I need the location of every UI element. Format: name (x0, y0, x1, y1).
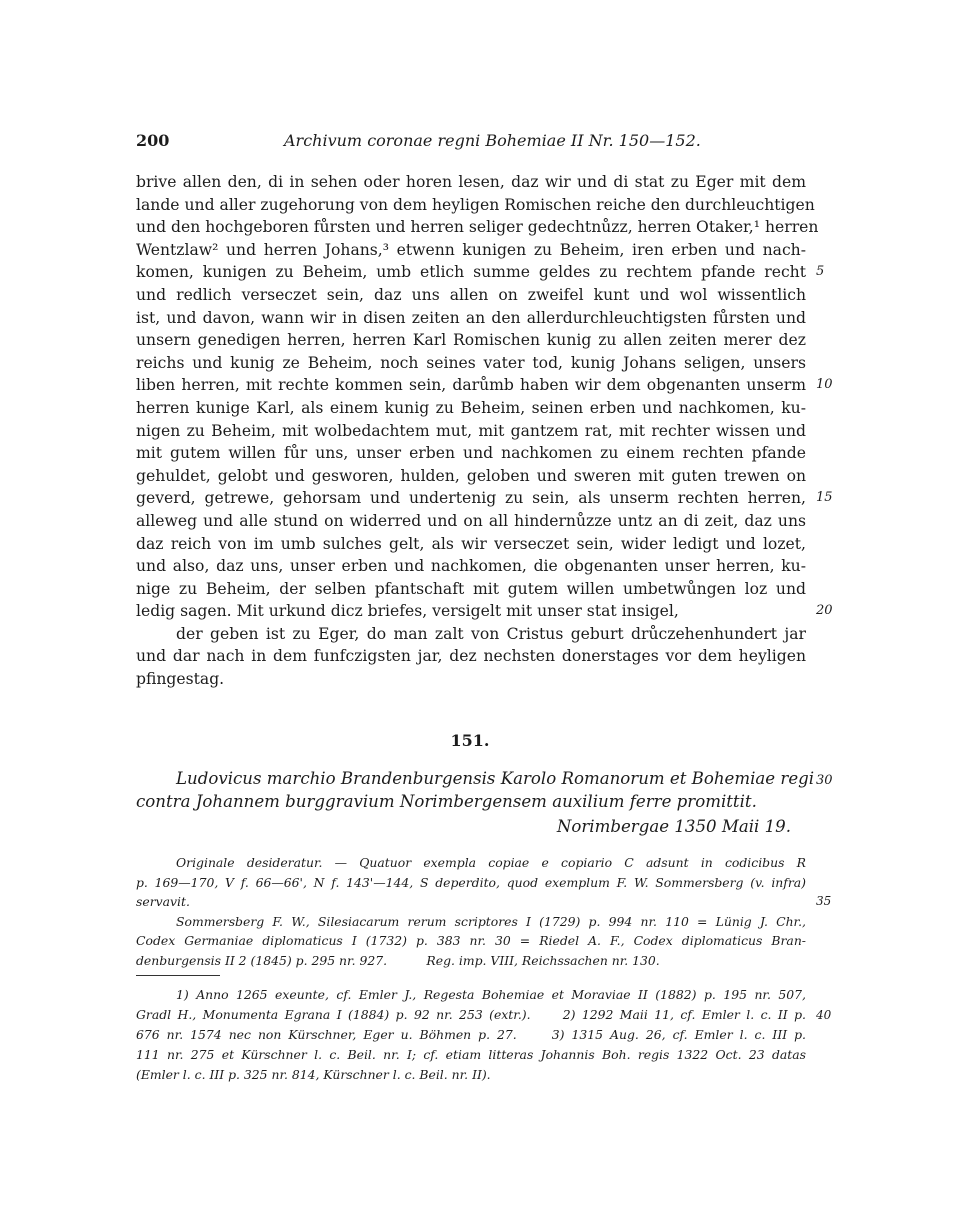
line-text: denburgensis II 2 (1845) p. 295 nr. 927. Reg. imp. VIII, Reichssachen nr. 130. (136, 952, 660, 968)
line-text: Ludovicus marchio Brandenburgensis Karolo Romanorum et Bohemiae regi (176, 769, 815, 788)
footnote-line (136, 1005, 832, 1025)
line-text: (Emler l. c. III p. 325 nr. 814, Kürschner l. c. Beil. nr. II). (136, 1067, 491, 1082)
line-text: alleweg und alle stund on widerred und on all hindernůzze untz an di zeit, daz uns (136, 511, 806, 530)
line-number: 5 (816, 264, 825, 280)
regest-line (136, 767, 833, 790)
line-number: 20 (816, 603, 833, 619)
line-text: und redlich verseczet sein, daz uns allen on zweifel kunt und wol wissentlich (136, 285, 806, 304)
text-line (136, 578, 806, 601)
source-notes (136, 853, 832, 971)
line-text: und also, daz uns, unser erben und nachkomen, die obgenanten unser herren, ku- (136, 557, 806, 576)
page-header (136, 131, 806, 153)
line-text: ist, und davon, wann wir in disen zeiten an den allerdurchleuchtigsten fůrsten und (136, 308, 806, 327)
text-line (136, 374, 833, 397)
line-text: und den hochgeboren fůrsten und herren seliger gedechtnůzz, herren Otaker,¹ herren (136, 218, 819, 237)
line-text: 1) Anno 1265 exeunte, cf. Emler J., Regesta Bohemiae et Moraviae II (1882) p. 195 nr. 507, (176, 987, 806, 1002)
text-line (136, 420, 806, 443)
text-line (136, 442, 806, 465)
line-text: reichs und kunig ze Beheim, noch seines vater tod, kunig Johans seligen, unsers (136, 353, 806, 372)
line-text: komen, kunigen zu Beheim, umb etlich summe geldes zu rechtem pfande recht (136, 263, 806, 282)
line-text: liben herren, mit rechte kommen sein, darůmb haben wir dem obgenanten unserm (136, 376, 806, 395)
line-text: 676 nr. 1574 nec non Kürschner, Eger u. Böhmen p. 27. 3) 1315 Aug. 26, cf. Emler l. c. III p. (136, 1027, 806, 1042)
note-line (136, 892, 832, 912)
line-text: der geben ist zu Eger, do man zalt von Cristus geburt drůczehenhundert jar (176, 624, 806, 643)
line-text: unsern genedigen herren, herren Karl Romischen kunig zu allen zeiten merer dez (136, 331, 806, 350)
line-text: 111 nr. 275 et Kürschner l. c. Beil. nr. I; cf. etiam litteras Johannis Boh. regis 1322 Oct. 23 datas (136, 1047, 806, 1062)
text-line (136, 510, 806, 533)
line-text: Gradl H., Monumenta Egrana I (1884) p. 92 nr. 253 (extr.). 2) 1292 Maii 11, cf. Emler l. c. II p. (136, 1007, 806, 1022)
line-text: herren kunige Karl, als einem kunig zu Beheim, seinen erben und nachkomen, ku- (136, 398, 806, 417)
line-number: 10 (816, 377, 833, 393)
line-text: ledig sagen. Mit urkund dicz briefes, versigelt mit unser stat insigel, (136, 602, 679, 621)
line-text: und dar nach in dem funfczigsten jar, dez nechsten donerstages vor dem heyligen (136, 647, 806, 666)
line-text: Codex Germaniae diplomaticus I (1732) p. 383 nr. 30 = Riedel A. F., Codex diplomaticus Bran- (136, 933, 806, 949)
line-text: lande und aller zugehorung von dem heyligen Romischen reiche den durchleuchtigen (136, 195, 815, 214)
page-number: 200 (136, 131, 170, 150)
line-text: nige zu Beheim, der selben pfantschaft mit gutem willen umbetwůngen loz und (136, 579, 806, 598)
text-line (136, 555, 806, 578)
footnotes (136, 985, 832, 1085)
footnote-line (136, 1025, 806, 1045)
text-line (136, 261, 825, 284)
text-line (136, 171, 806, 194)
line-number: 40 (816, 1008, 832, 1022)
line-number: 35 (816, 894, 832, 909)
line-number: 15 (816, 490, 833, 506)
text-line (136, 623, 806, 646)
text-line (136, 239, 806, 262)
line-text: daz reich von im umb sulches gelt, als wir verseczet sein, wider ledigt und lozet, (136, 534, 806, 553)
text-line (136, 600, 833, 623)
text-line (136, 352, 806, 375)
line-text: pfingestag. (136, 670, 225, 689)
footnote-line (136, 1045, 806, 1065)
regest-line (136, 790, 806, 813)
charter-text (136, 171, 833, 691)
text-line (136, 216, 819, 239)
text-line (136, 397, 806, 420)
text-line (136, 329, 806, 352)
note-line (136, 951, 806, 971)
note-line (136, 873, 806, 893)
text-line (136, 307, 806, 330)
text-line (136, 465, 806, 488)
text-line (136, 194, 815, 217)
note-line (136, 912, 806, 932)
place-date: Norimbergae 1350 Maii 19. (556, 817, 791, 836)
line-text: servavit. (136, 894, 190, 910)
text-line (136, 645, 806, 668)
running-title: Archivum coronae regni Bohemiae II Nr. 150—152. (284, 131, 701, 150)
line-text: contra Johannem burggravium Norimbergensem auxilium ferre promittit. (136, 792, 757, 811)
line-text: gehuldet, gelobt und gesworen, hulden, geloben und sweren mit guten trewen on (136, 466, 806, 485)
line-text: p. 169—170, V f. 66—66', N f. 143'—144, S deperdito, quod exemplum F. W. Sommersberg (v. infra) (136, 874, 806, 890)
regest (136, 767, 833, 813)
line-text: Originale desideratur. — Quatuor exempla copiae e copiario C adsunt in codicibus R (176, 855, 806, 870)
line-text: mit gutem willen fůr uns, unser erben und nachkomen zu einem rechten pfande (136, 444, 806, 463)
text-line (136, 668, 806, 691)
text-line (136, 533, 806, 556)
line-number: 30 (816, 773, 833, 788)
line-text: geverd, getrewe, gehorsam und undertenig zu sein, als unserm rechten herren, (136, 489, 806, 508)
line-text: Sommersberg F. W., Silesiacarum rerum scriptores I (1729) p. 994 nr. 110 = Lünig J. Chr., (176, 913, 806, 929)
text-line (136, 284, 806, 307)
line-text: Wentzlaw² und herren Johans,³ etwenn kunigen zu Beheim, iren erben und nach- (136, 240, 806, 259)
line-text: brive allen den, di in sehen oder horen lesen, daz wir und di stat zu Eger mit dem (136, 173, 806, 191)
footnote-line (136, 1065, 806, 1085)
footnote-divider (136, 975, 220, 976)
text-line (136, 487, 833, 510)
footnote-line (136, 985, 806, 1005)
document-number: 151. (450, 731, 490, 750)
line-text: nigen zu Beheim, mit wolbedachtem mut, mit gantzem rat, mit rechter wissen und (136, 421, 806, 440)
note-line (136, 931, 806, 951)
note-line (136, 853, 806, 873)
